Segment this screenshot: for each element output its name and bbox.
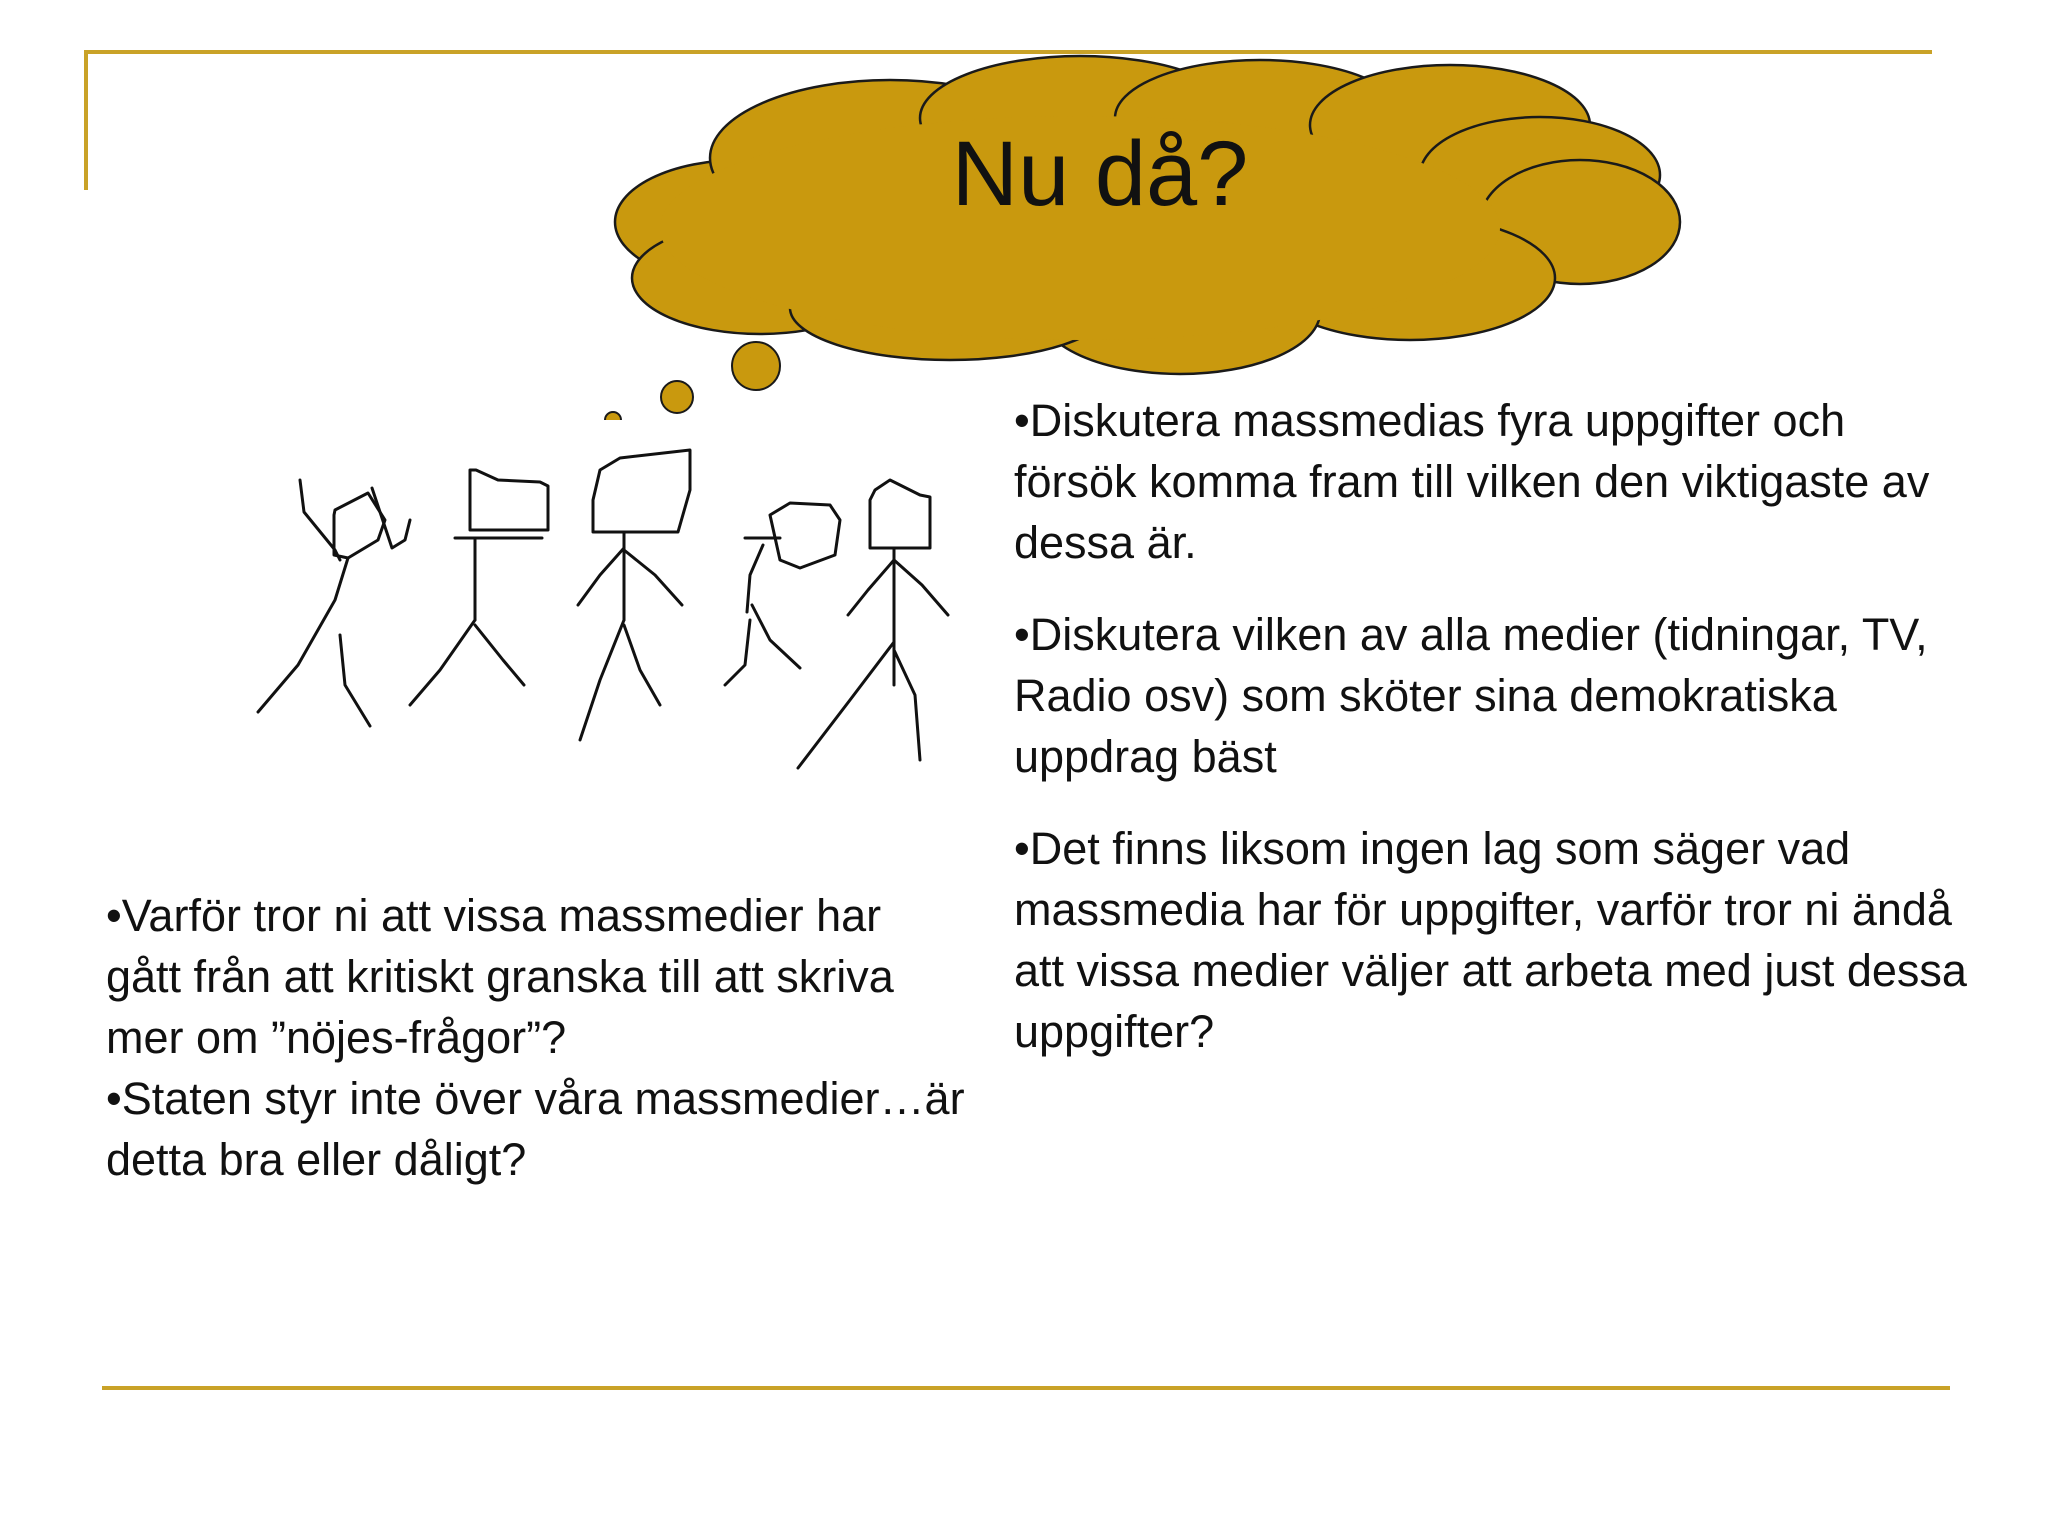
stick-figure (798, 480, 948, 768)
discussion-bullet: •Diskutera vilken av alla medier (tidningar, TV, Radio osv) som sköter sina demokratiska uppdrag bäst (1014, 609, 1928, 782)
cloud-title: Nu då? (951, 123, 1249, 225)
discussion-bullet: •Det finns liksom ingen lag som säger vad massmedia har för uppgifter, varför tror ni ändå att vissa medier väljer att arbeta med just dessa uppgifter? (1014, 823, 1967, 1057)
discussion-bullet: •Diskutera massmedias fyra uppgifter och försök komma fram till vilken den viktigaste av dessa är. (1014, 395, 1930, 568)
stick-figure (258, 480, 410, 726)
discussion-bullet: •Staten styr inte över våra massmedier…är detta bra eller dåligt? (106, 1073, 965, 1185)
left-discussion-list (106, 885, 966, 1190)
frame-bottom-line (102, 1386, 1950, 1390)
right-discussion-list (1014, 390, 1974, 1093)
stick-figure (410, 470, 548, 705)
stick-figure (578, 450, 690, 740)
stick-figure (725, 503, 840, 685)
discussion-bullet: •Varför tror ni att vissa massmedier har gått från att kritiskt granska till att skriva mer om ”nöjes-frågor”? (106, 890, 894, 1063)
